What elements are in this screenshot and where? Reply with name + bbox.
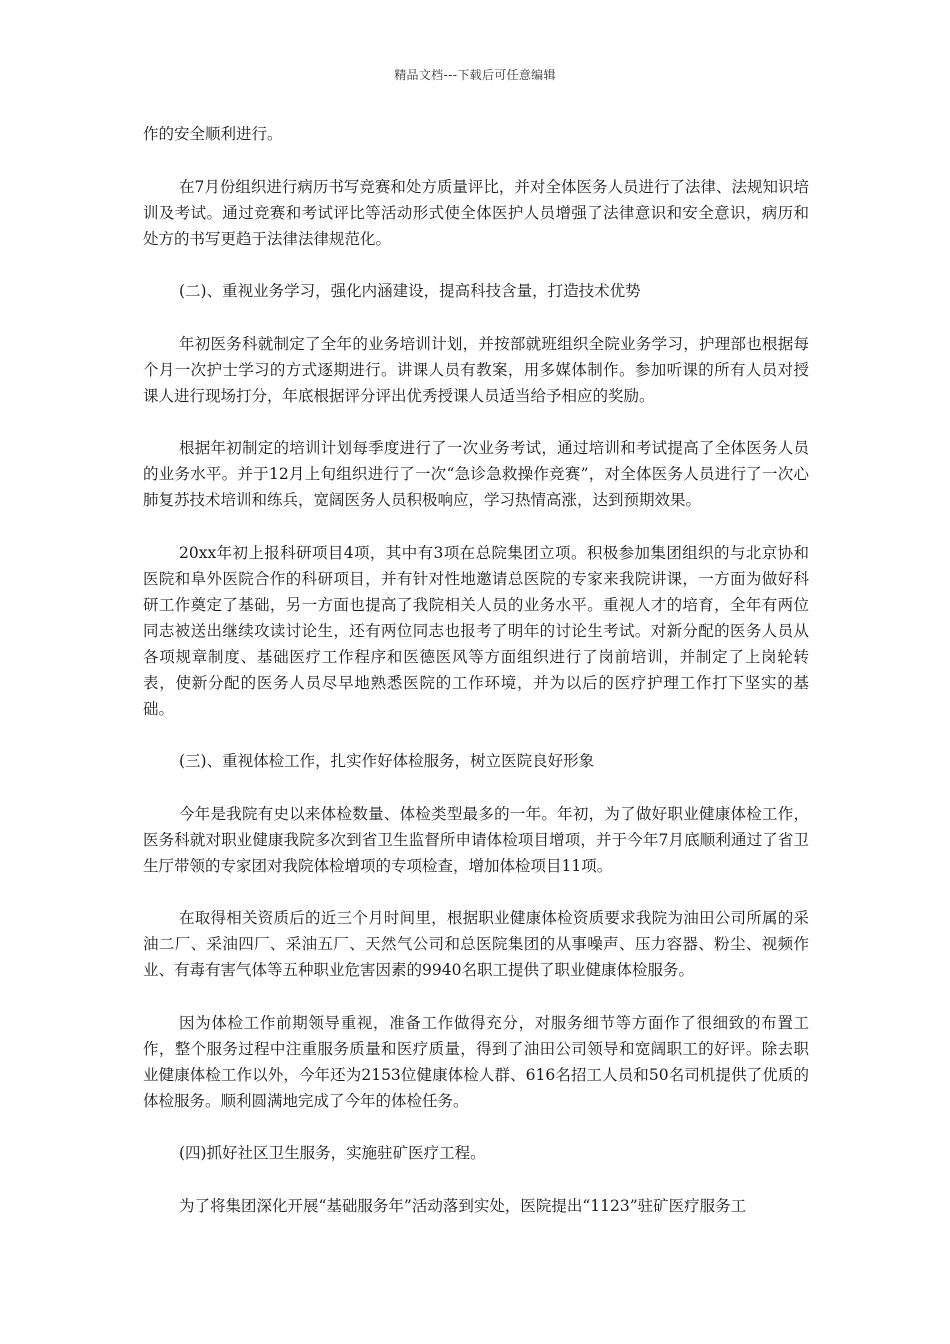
paragraph-6: 20xx年初上报科研项目4项，其中有3项在总院集团立项。积极参加集团组织的与北京协和医院和阜外医院合作的科研项目，并有针对性地邀请总医院的专家来我院讲课，一方面为做好科研工作奠定了基础，另一方面也提高了我院相关人员的业务水平。重视人才的培育，全年有两位同志被送出继续攻读讨论生，还有两位同志也报考了明年的讨论生考试。对新分配的医务人员从各项规章制度、基础医疗工作程序和医德医风等方面组织进行了岗前培训，并制定了上岗轮转表，使新分配的医务人员尽早地熟悉医院的工作环境，并为以后的医疗护理工作打下坚实的基础。 xyxy=(143,543,809,718)
paragraph-10: 因为体检工作前期领导重视，准备工作做得充分，对服务细节等方面作了很细致的布置工作，整个服务过程中注重服务质量和医疗质量，得到了油田公司领导和宽阔职工的好评。除去职业健康体检工作以外，今年还为2153位健康体检人群、616名招工人员和50名司机提供了优质的体检服务。顺利圆满地完成了今年的体检任务。 xyxy=(143,1013,809,1110)
paragraph-2: 在7月份组织进行病历书写竞赛和处方质量评比，并对全体医务人员进行了法律、法规知识培训及考试。通过竞赛和考试评比等活动形式使全体医护人员增强了法律意识和安全意识，病历和处方的书写更趋于法律法律规范化。 xyxy=(143,177,809,248)
page-header: 精品文档---下载后可任意编辑 xyxy=(394,68,556,82)
paragraph-8: 今年是我院有史以来体检数量、体检类型最多的一年。年初，为了做好职业健康体检工作，医务科就对职业健康我院多次到省卫生监督所申请体检项目增项，并于今年7月底顺利通过了省卫生厅带领的专家团对我院体检增项的专项检查，增加体检项目11项。 xyxy=(143,804,809,875)
paragraph-9: 在取得相关资质后的近三个月时间里，根据职业健康体检资质要求我院为油田公司所属的采油二厂、采油四厂、采油五厂、天然气公司和总医院集团的从事噪声、压力容器、粉尘、视频作业、有毒有害气体等五种职业危害因素的9940名职工提供了职业健康体检服务。 xyxy=(143,909,809,979)
paragraph-5: 根据年初制定的培训计划每季度进行了一次业务考试，通过培训和考试提高了全体医务人员的业务水平。并于12月上旬组织进行了一次“急诊急救操作竞赛”，对全体医务人员进行了一次心肺复苏技术培训和练兵，宽阔医务人员积极响应，学习热情高涨，达到预期效果。 xyxy=(143,439,809,509)
paragraph-4: 年初医务科就制定了全年的业务培训计划，并按部就班组织全院业务学习，护理部也根据每个月一次护士学习的方式逐期进行。讲课人员有教案，用多媒体制作。参加听课的所有人员对授课人进行现场打分，年底根据评分评出优秀授课人员适当给予相应的奖励。 xyxy=(143,334,809,405)
section-heading-4: (四)抓好社区卫生服务，实施驻矿医疗工程。 xyxy=(179,1144,486,1162)
section-heading-2: (二)、重视业务学习，强化内涵建设，提高科技含量，打造技术优势 xyxy=(179,282,641,300)
section-heading-3: (三)、重视体检工作，扎实作好体检服务，树立医院良好形象 xyxy=(179,752,595,770)
paragraph-1: 作的安全顺利进行。 xyxy=(143,125,283,143)
paragraph-12: 为了将集团深化开展“基础服务年”活动落到实处，医院提出“1123”驻矿医疗服务工 xyxy=(179,1196,747,1215)
document-body xyxy=(143,121,809,1219)
